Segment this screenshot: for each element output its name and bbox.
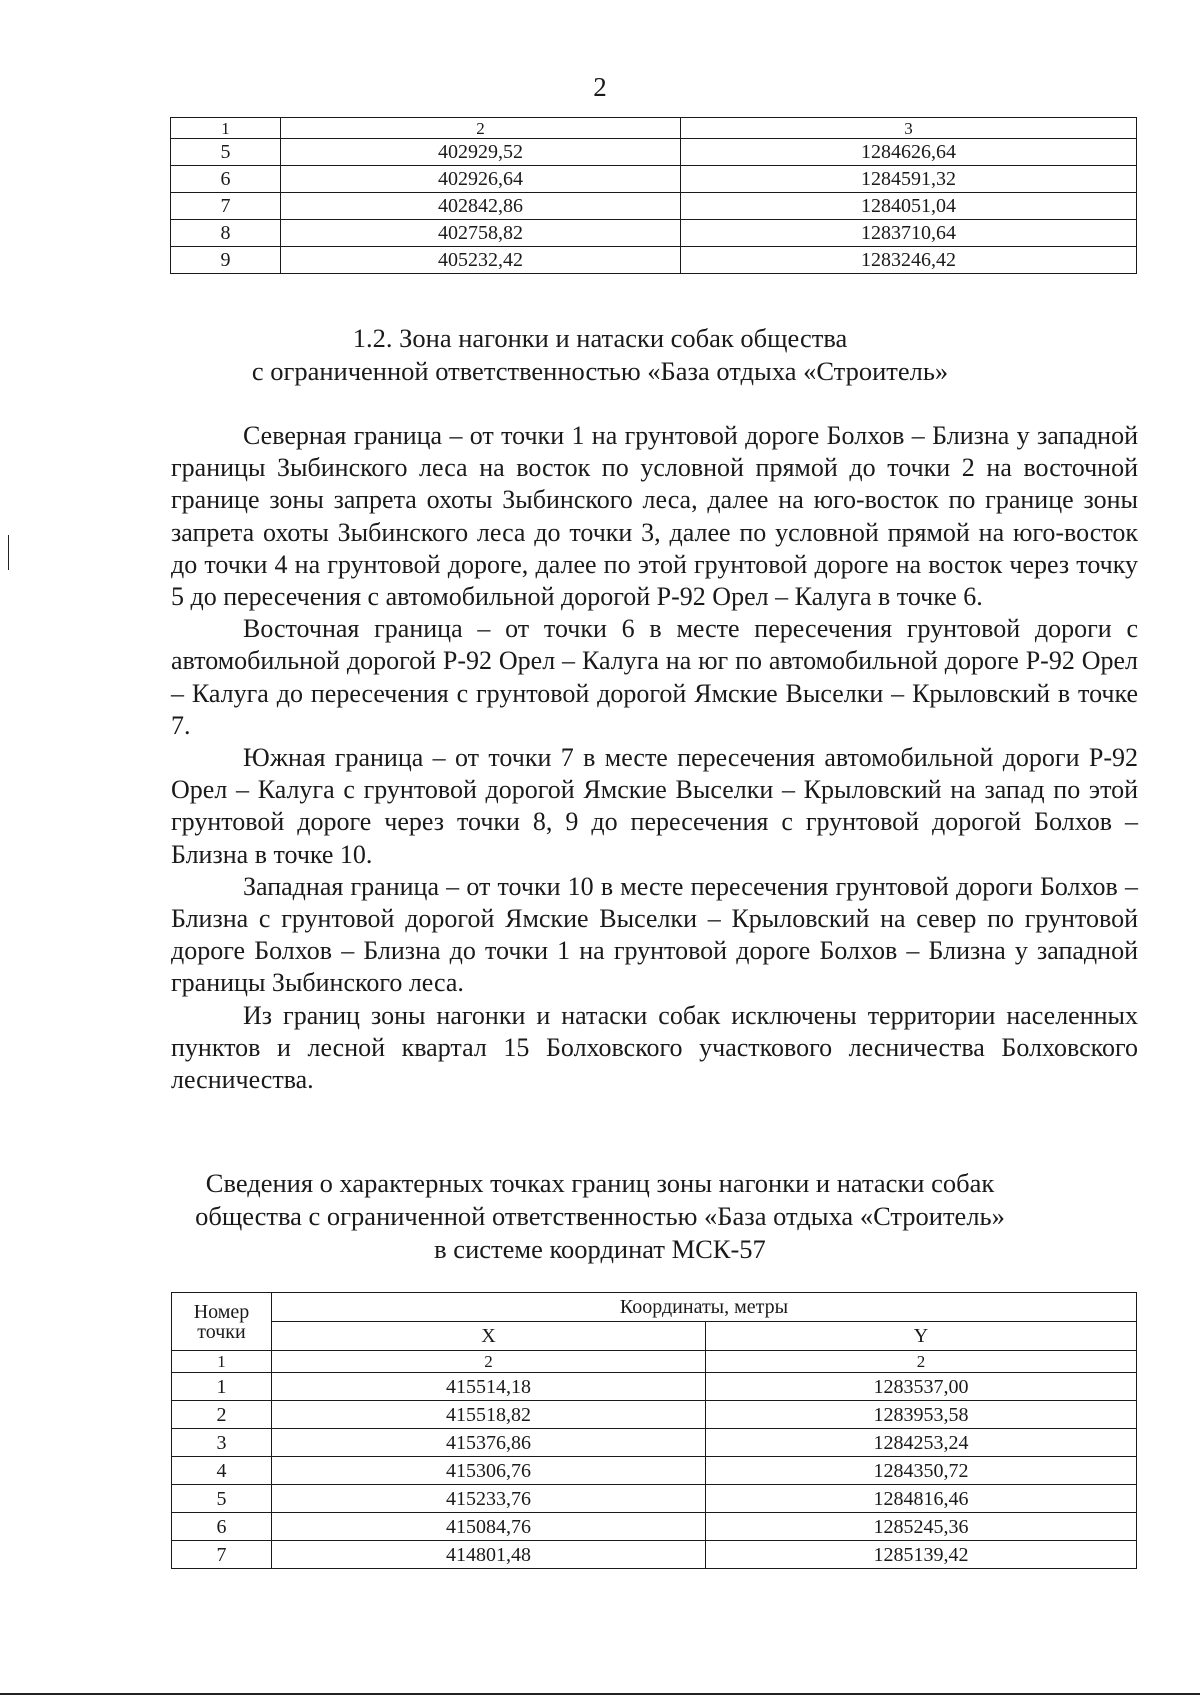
- south-boundary-paragraph: Южная граница – от точки 7 в месте пересечения автомобильной дороги Р-92 Орел – Калуга с грунтовой дорогой Ямские Выселки – Крыловский на запад по этой грунтовой дороге через точки 8, 9 до пересечения с грунтовой дорогой Болхов – Близна в точке 10.: [171, 743, 1138, 869]
- y-coordinate-cell: 1285139,42: [706, 1541, 1137, 1569]
- x-coordinate-cell: 415084,76: [272, 1513, 706, 1541]
- point-number-header: [172, 1293, 272, 1351]
- column-number-cell: 1: [172, 1351, 272, 1373]
- point-number-cell: 7: [171, 193, 281, 220]
- table-row: [172, 1485, 1137, 1513]
- table-row: [171, 139, 1137, 166]
- table-row: [172, 1429, 1137, 1457]
- zone-heading: [0, 322, 1200, 388]
- point-number-cell: 8: [171, 220, 281, 247]
- column-number-cell: 2: [272, 1351, 706, 1373]
- info-heading-line: в системе координат МСК-57: [434, 1234, 766, 1264]
- point-number-cell: 1: [172, 1373, 272, 1401]
- x-coordinate-cell: 415514,18: [272, 1373, 706, 1401]
- scan-edge-line: [0, 1693, 1200, 1695]
- zone-heading-line: с ограниченной ответственностью «База отдыха «Строитель»: [251, 356, 949, 386]
- table-row: [172, 1457, 1137, 1485]
- x-coordinate-cell: 402842,86: [281, 193, 681, 220]
- point-number-cell: 5: [172, 1485, 272, 1513]
- y-coordinate-cell: 1285245,36: [706, 1513, 1137, 1541]
- column-number-row: [171, 118, 1137, 139]
- x-header: X: [272, 1322, 706, 1351]
- zone-heading-line: 1.2. Зона нагонки и натаски собак общества: [352, 323, 848, 353]
- y-coordinate-cell: 1283710,64: [681, 220, 1137, 247]
- y-coordinate-cell: 1283953,58: [706, 1401, 1137, 1429]
- y-coordinate-cell: 1283537,00: [706, 1373, 1137, 1401]
- y-coordinate-cell: 1284253,24: [706, 1429, 1137, 1457]
- boundary-description: [171, 420, 1138, 1096]
- table-row: [172, 1513, 1137, 1541]
- x-coordinate-cell: 414801,48: [272, 1541, 706, 1569]
- point-number-cell: 3: [172, 1429, 272, 1457]
- x-coordinate-cell: 415518,82: [272, 1401, 706, 1429]
- y-coordinate-cell: 1284051,04: [681, 193, 1137, 220]
- x-coordinate-cell: 415233,76: [272, 1485, 706, 1513]
- y-coordinate-cell: 1284350,72: [706, 1457, 1137, 1485]
- point-number-cell: 2: [172, 1401, 272, 1429]
- west-boundary-paragraph: Западная граница – от точки 10 в месте пересечения грунтовой дороги Болхов – Близна с грунтовой дорогой Ямские Выселки – Крыловский на север по грунтовой дороге Болхов – Близна до точки 1 на грунтовой дороге Болхов – Близна у западной границы Зыбинского леса.: [171, 871, 1138, 998]
- table-subheader-row: [172, 1322, 1137, 1351]
- y-header: Y: [706, 1322, 1137, 1351]
- point-number-header-line: точки: [197, 1320, 246, 1343]
- east-boundary-paragraph: Восточная граница – от точки 6 в месте пересечения грунтовой дороги с автомобильной дорогой Р-92 Орел – Калуга на юг по автомобильной дороге Р-92 Орел – Калуга до пересечения с грунтовой дорогой Ямские Выселки – Крыловский в точке 7.: [171, 614, 1138, 740]
- coordinates-table: [171, 1292, 1137, 1569]
- point-number-cell: 7: [172, 1541, 272, 1569]
- table-row: [171, 166, 1137, 193]
- info-heading-line: Сведения о характерных точках границ зоны нагонки и натаски собак: [205, 1168, 995, 1198]
- y-coordinate-cell: 1284591,32: [681, 166, 1137, 193]
- coordinates-table-continued: [170, 117, 1137, 274]
- x-coordinate-cell: 402929,52: [281, 139, 681, 166]
- table-row: [172, 1401, 1137, 1429]
- column-number-cell: 2: [281, 118, 681, 139]
- x-coordinate-cell: 415306,76: [272, 1457, 706, 1485]
- table-row: [171, 247, 1137, 274]
- table-row: [171, 220, 1137, 247]
- table-row: [172, 1541, 1137, 1569]
- x-coordinate-cell: 402758,82: [281, 220, 681, 247]
- exclusions-paragraph: Из границ зоны нагонки и натаски собак исключены территории населенных пунктов и лесной квартал 15 Болховского участкового лесничества Болховского лесничества.: [171, 1000, 1138, 1095]
- info-heading-line: общества с ограниченной ответственностью «База отдыха «Строитель»: [195, 1201, 1005, 1231]
- column-number-cell: 3: [681, 118, 1137, 139]
- column-number-cell: 2: [706, 1351, 1137, 1373]
- table-row: [171, 193, 1137, 220]
- north-boundary-paragraph: Северная граница – от точки 1 на грунтовой дороге Болхов – Близна у западной границы Зыбинского леса на восток по условной прямой до точки 2 на восточной границе зоны запрета охоты Зыбинского леса, далее на юго-восток по границе зоны запрета охоты Зыбинского леса до точки 3, далее по условной прямой на юго-восток до точки 4 на грунтовой дороге, далее по этой грунтовой дороге на восток через точку 5 до пересечения с автомобильной дорогой Р-92 Орел – Калуга в точке 6.: [171, 421, 1138, 612]
- x-coordinate-cell: 402926,64: [281, 166, 681, 193]
- scan-edge-line: [8, 535, 9, 570]
- y-coordinate-cell: 1283246,42: [681, 247, 1137, 274]
- coordinates-info-heading: [0, 1167, 1200, 1266]
- point-number-cell: 6: [171, 166, 281, 193]
- point-number-cell: 9: [171, 247, 281, 274]
- table-header-row: [172, 1293, 1137, 1322]
- point-number-cell: 4: [172, 1457, 272, 1485]
- column-number-cell: 1: [171, 118, 281, 139]
- x-coordinate-cell: 415376,86: [272, 1429, 706, 1457]
- x-coordinate-cell: 405232,42: [281, 247, 681, 274]
- point-number-header-line: Номер: [193, 1300, 250, 1323]
- y-coordinate-cell: 1284626,64: [681, 139, 1137, 166]
- point-number-cell: 6: [172, 1513, 272, 1541]
- y-coordinate-cell: 1284816,46: [706, 1485, 1137, 1513]
- column-number-row: [172, 1351, 1137, 1373]
- table-row: [172, 1373, 1137, 1401]
- page-number: 2: [593, 72, 607, 102]
- point-number-cell: 5: [171, 139, 281, 166]
- coordinates-header: Координаты, метры: [272, 1293, 1137, 1322]
